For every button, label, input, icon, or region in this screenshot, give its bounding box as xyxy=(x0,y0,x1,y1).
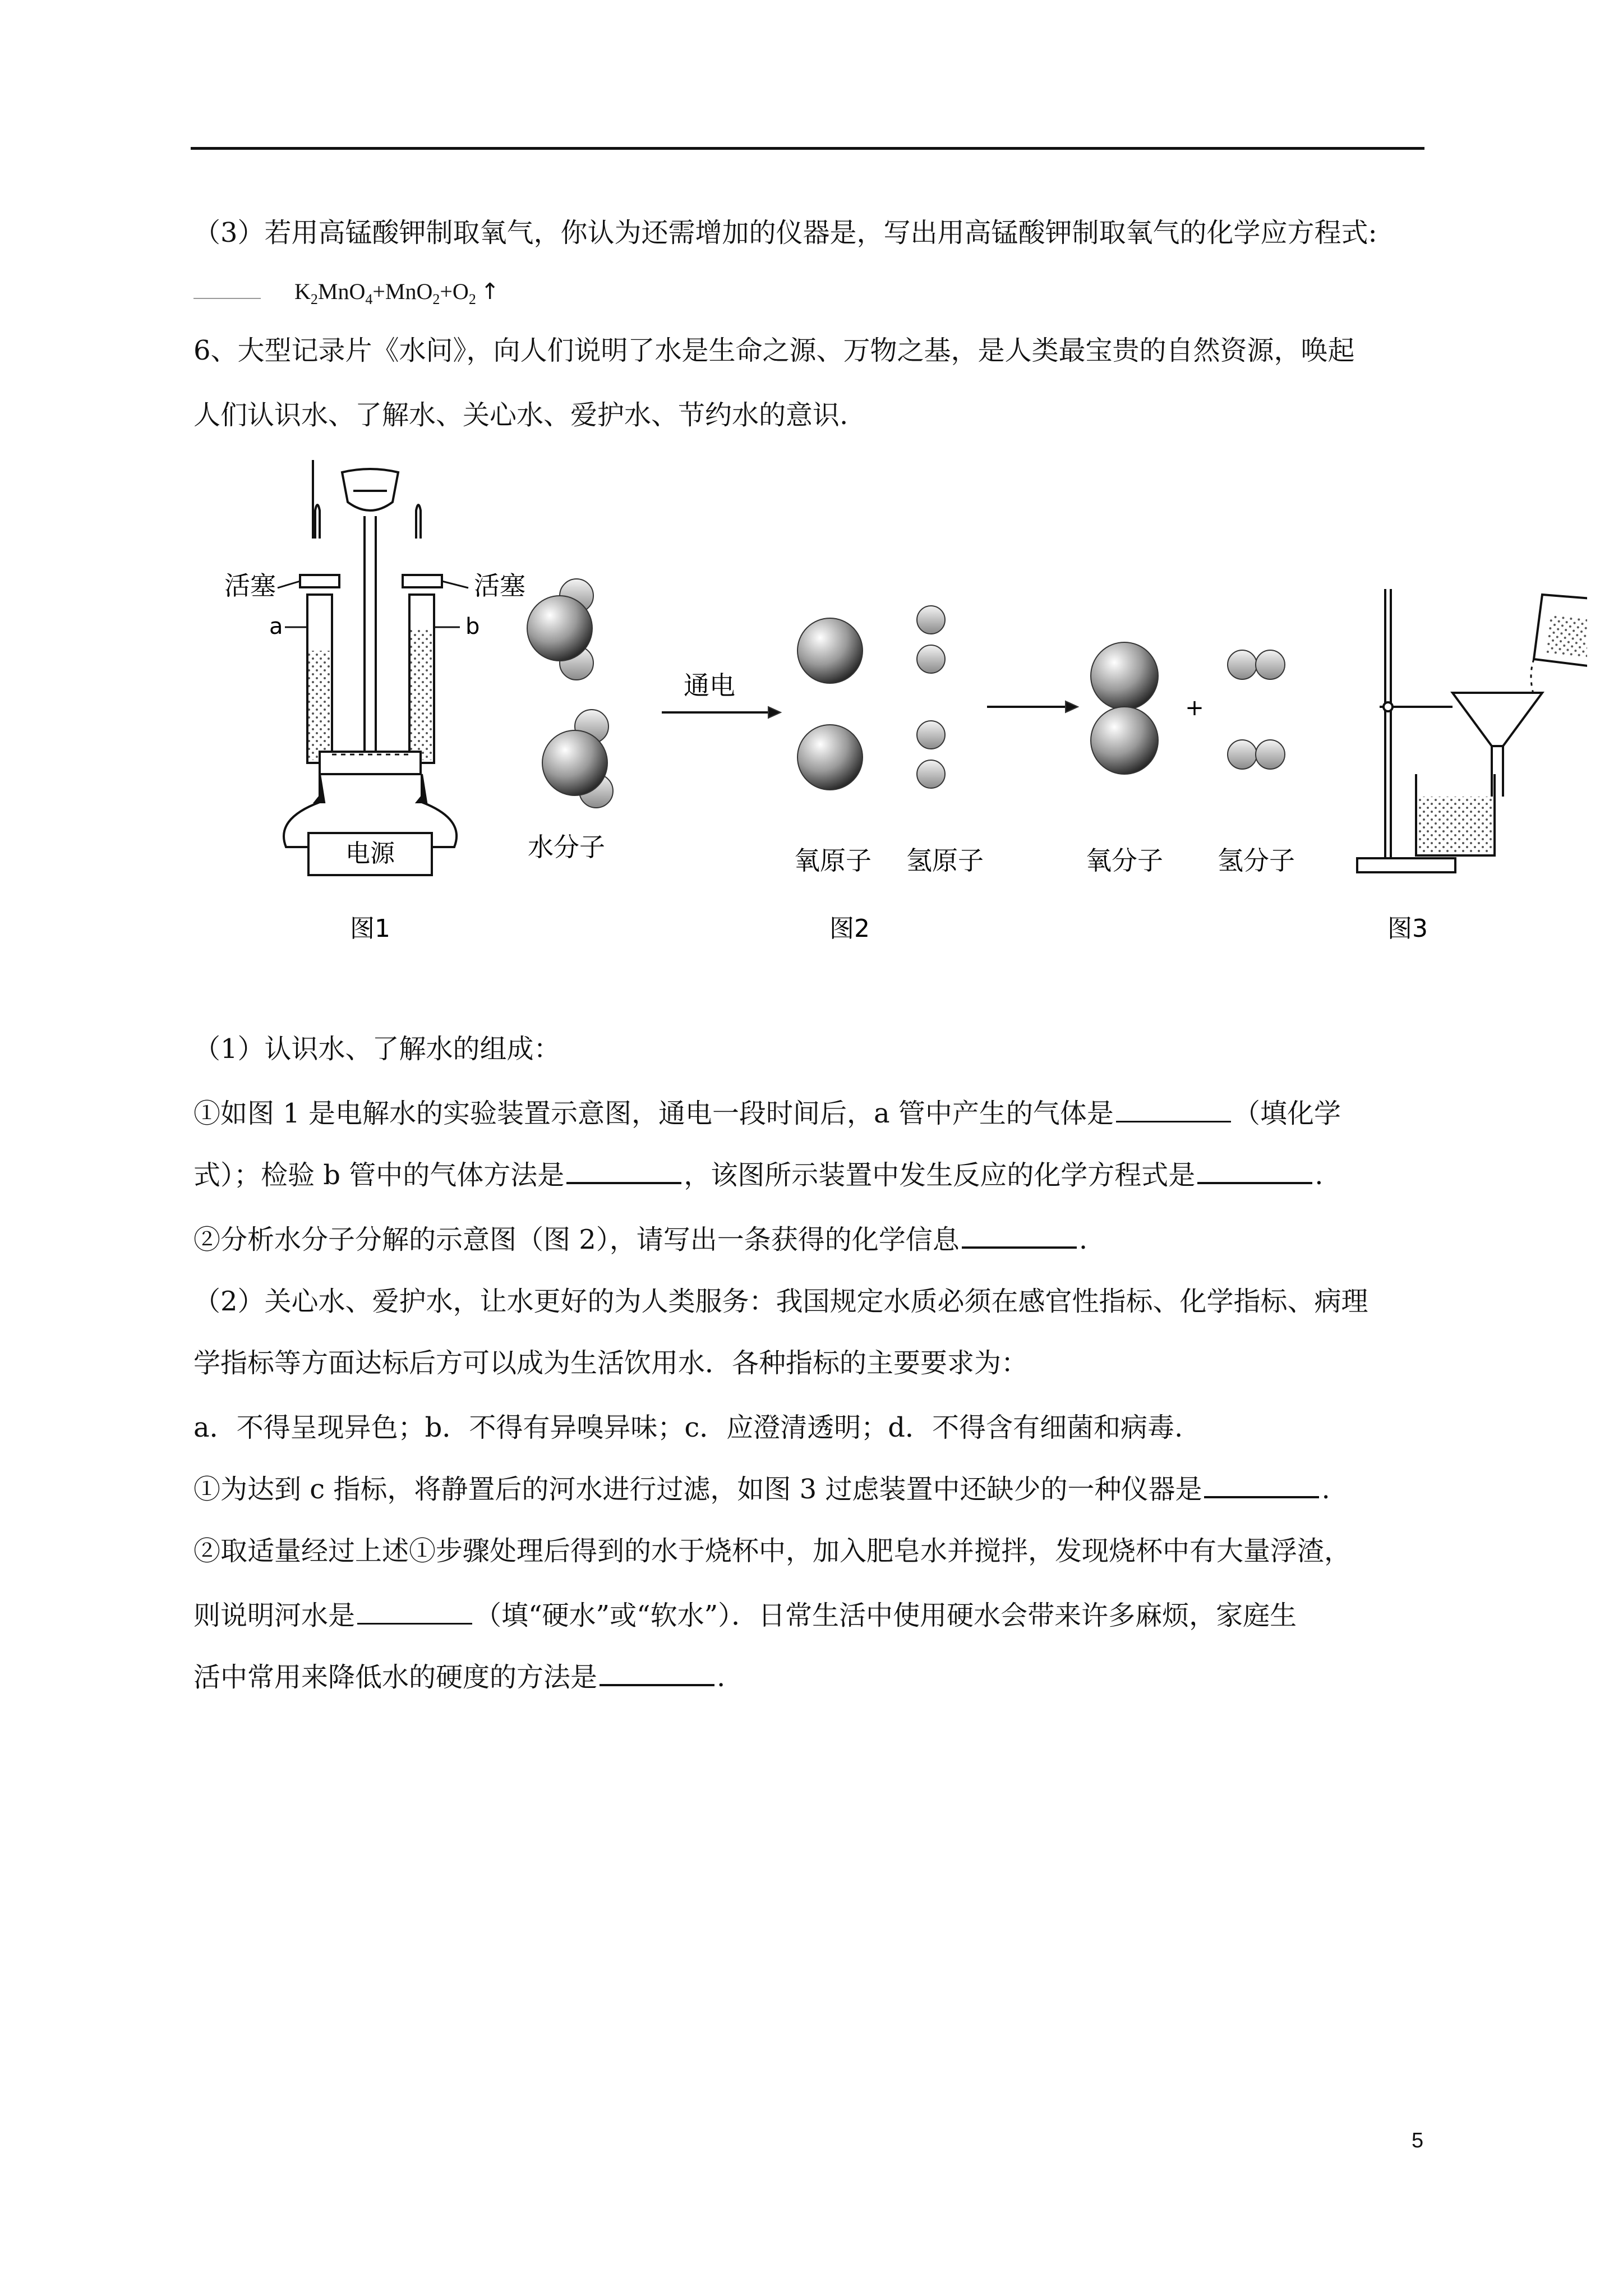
part1-q2-line: ②分析水分子分解的示意图（图 2），请写出一条获得的化学信息 . xyxy=(193,1224,1088,1255)
part1-q1-blank-equation[interactable] xyxy=(1197,1159,1312,1184)
experiment-figure xyxy=(185,460,1587,965)
fig3-filtration-apparatus xyxy=(1357,589,1587,872)
page-number: 5 xyxy=(1412,2129,1424,2152)
part2-q2-blank-hardness[interactable] xyxy=(357,1600,472,1625)
part2-line2: 学指标等方面达标后方可以成为生活饮用水．各种指标的主要要求为： xyxy=(193,1347,1029,1379)
fig1-caption: 图1 xyxy=(350,914,390,943)
part2-q1-blank-instrument[interactable] xyxy=(1204,1474,1319,1498)
part2-q2-blank-method[interactable] xyxy=(600,1662,714,1686)
header-rule xyxy=(191,147,1424,150)
fig1-electrolysis-apparatus xyxy=(284,460,457,875)
part2-line3: a．不得呈现异色；b．不得有异嗅异味；c．应澄清透明；d．不得含有细菌和病毒. xyxy=(193,1412,1183,1443)
fig1-right-valve-label: 活塞 xyxy=(474,570,525,601)
fig1-left-valve-label: 活塞 xyxy=(224,570,276,601)
fig2-caption: 图2 xyxy=(829,914,870,943)
part2-q2-line3: 活中常用来降低水的硬度的方法是 . xyxy=(193,1662,726,1693)
q6-intro-line1: 6、大型记录片《水问》，向人们说明了水是生命之源、万物之基，是人类最宝贵的自然资源，唤起 xyxy=(193,335,1355,366)
fig2-plus-sign: + xyxy=(1185,695,1204,721)
q3-text: （3）若用高锰酸钾制取氧气，你认为还需增加的仪器是，写出用高锰酸钾制取氧气的化学应方程式: xyxy=(193,217,1377,249)
fig1-power-label: 电源 xyxy=(345,839,395,868)
q3-equation: $K_2MnO_4+MnO_2+O_2$ ↑ xyxy=(193,275,499,316)
fig2-oxygen-atom-label: 氧原子 xyxy=(794,845,872,876)
fig2-water-molecule-diagram xyxy=(527,579,1285,808)
part1-q1-blank-method[interactable] xyxy=(566,1159,681,1184)
part1-q1-line2: 式）；检验 b 管中的气体方法是 ，该图所示装置中发生反应的化学方程式是 . xyxy=(193,1159,1324,1191)
part2-q2-line1: ②取适量经过上述①步骤处理后得到的水于烧杯中，加入肥皂水并搅拌，发现烧杯中有大量浮渣， xyxy=(193,1535,1352,1567)
q6-intro-line2: 人们认识水、了解水、关心水、爱护水、节约水的意识. xyxy=(193,399,849,431)
part2-q1-line: ①为达到 c 指标，将静置后的河水进行过滤，如图 3 过虑装置中还缺少的一种仪器是 . xyxy=(193,1474,1330,1505)
part1-q1-line1: ①如图 1 是电解水的实验装置示意图，通电一段时间后，a 管中产生的气体是 （填化学 xyxy=(193,1098,1341,1129)
part2-q2-line2: 则说明河水是 （填“硬水”或“软水”）．日常生活中使用硬水会带来许多麻烦，家庭生 xyxy=(193,1600,1297,1631)
fig2-water-molecule-label: 水分子 xyxy=(528,832,605,862)
part1-heading: （1）认识水、了解水的组成： xyxy=(193,1033,561,1065)
fig2-oxygen-molecule-label: 氧分子 xyxy=(1086,845,1163,876)
part1-q2-blank-info[interactable] xyxy=(962,1224,1077,1249)
part2-line1: （2）关心水、爱护水，让水更好的为人类服务：我国规定水质必须在感官性指标、化学指标、病理 xyxy=(193,1286,1368,1317)
fig2-hydrogen-atom-label: 氢原子 xyxy=(906,845,984,876)
part1-q1-blank-gas[interactable] xyxy=(1116,1098,1231,1122)
fig1-tube-b-label: b xyxy=(465,614,480,639)
q3-answer-blank[interactable] xyxy=(193,277,261,299)
fig1-tube-a-label: a xyxy=(269,614,283,639)
fig2-electrify-label: 通电 xyxy=(684,670,735,701)
fig3-caption: 图3 xyxy=(1387,914,1428,943)
fig2-hydrogen-molecule-label: 氢分子 xyxy=(1218,845,1295,876)
